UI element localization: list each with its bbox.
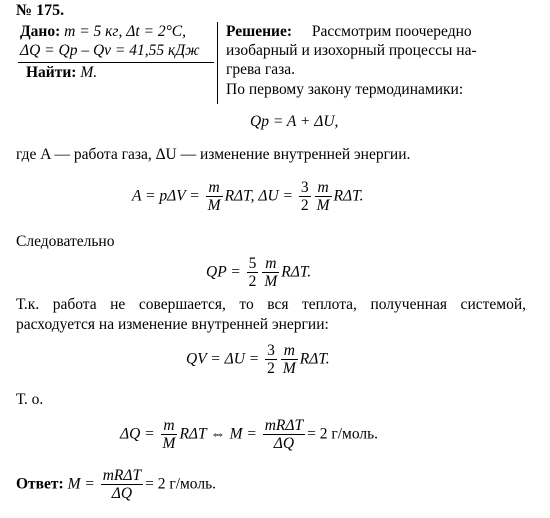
- equation-dq-result: [120, 418, 378, 452]
- fraction-three-halves-2: [265, 343, 277, 377]
- law-text: По первому закону термодинамики:: [226, 81, 464, 98]
- frac-num: m: [283, 342, 295, 359]
- frac-num: m: [208, 179, 220, 196]
- fraction-three-halves: [299, 180, 311, 214]
- solution-intro-3: грева газа.: [226, 61, 295, 78]
- frac-den: 2: [248, 273, 257, 290]
- eq5-mid: RΔT ⇔ M =: [179, 425, 257, 443]
- given-underline: [18, 62, 214, 63]
- equation-work-energy: [132, 180, 363, 214]
- to-text: Т. о.: [16, 391, 44, 408]
- fraction-m-over-M: [206, 180, 223, 214]
- find-value: M.: [80, 64, 98, 81]
- answer-label: Ответ:: [16, 475, 64, 493]
- given-line-1: [20, 23, 186, 41]
- eq2-end: RΔT.: [333, 187, 364, 205]
- given-label: Дано:: [20, 23, 61, 40]
- frac-den: M: [162, 435, 176, 452]
- given-values-1: m = 5 кг, Δt = 2°C,: [64, 23, 186, 40]
- fraction-m-over-M-2: [315, 180, 332, 214]
- eq2-left: A = pΔV =: [132, 187, 200, 205]
- eq4-left: QV = ΔU =: [186, 350, 260, 368]
- answer-end: = 2 г/моль.: [145, 475, 217, 493]
- eq3-left: QP =: [206, 263, 241, 281]
- eq5-end: = 2 г/моль.: [307, 425, 379, 443]
- frac-den: 2: [300, 197, 309, 214]
- where-text: где A — работа газа, ΔU — изменение внутренней энергии.: [16, 146, 411, 163]
- equation-qv: [186, 343, 330, 377]
- given-divider: [217, 22, 218, 104]
- frac-den: ΔQ: [263, 434, 305, 452]
- tk-line-2: расходуется на изменение внутренней энергии:: [16, 316, 329, 333]
- frac-num: 3: [267, 342, 275, 359]
- find-label: Найти:: [26, 64, 77, 81]
- solution-line-1: [226, 23, 506, 41]
- frac-num: m: [265, 255, 277, 272]
- answer-line: [16, 468, 216, 502]
- frac-num: 3: [300, 179, 309, 196]
- frac-den: M: [207, 197, 221, 214]
- solution-intro-1: Рассмотрим поочередно: [311, 23, 472, 40]
- fraction-answer-mrdt-over-dq: [101, 468, 143, 502]
- frac-num: 5: [248, 255, 257, 272]
- equation-first-law: Qp = A + ΔU,: [250, 113, 339, 130]
- frac-den: ΔQ: [101, 484, 143, 502]
- fraction-m-over-M-5: [161, 418, 178, 452]
- eq2-mid: RΔT, ΔU =: [224, 187, 293, 205]
- therefore-text: Следовательно: [16, 233, 115, 250]
- frac-den: M: [316, 197, 330, 214]
- find-line: [26, 64, 97, 82]
- given-line-2: ΔQ = Qp – Qv = 41,55 кДж: [20, 42, 200, 59]
- fraction-m-over-M-3: [262, 256, 279, 290]
- fraction-five-halves: [247, 256, 259, 290]
- solution-label: Решение:: [226, 23, 293, 40]
- eq5-left: ΔQ =: [120, 425, 155, 443]
- frac-den: M: [282, 360, 296, 377]
- fraction-m-over-M-4: [281, 343, 298, 377]
- problem-number: № 175.: [16, 2, 65, 19]
- frac-num: m: [163, 417, 175, 434]
- eq3-end: RΔT.: [281, 263, 312, 281]
- solution-intro-2: изобарный и изохорный процессы на-: [226, 42, 477, 59]
- frac-num: m: [317, 179, 329, 196]
- fraction-mrdt-over-dq: [263, 418, 305, 452]
- eq4-end: RΔT.: [299, 350, 330, 368]
- frac-den: 2: [267, 360, 275, 377]
- frac-den: M: [264, 273, 278, 290]
- tk-line-1: Т.к. работа не совершается, то вся теплота, полученная системой,: [16, 296, 526, 313]
- frac-num: mRΔT: [264, 417, 304, 434]
- frac-num: mRΔT: [102, 467, 142, 484]
- answer-left: M =: [67, 475, 95, 493]
- equation-qp: [206, 256, 311, 290]
